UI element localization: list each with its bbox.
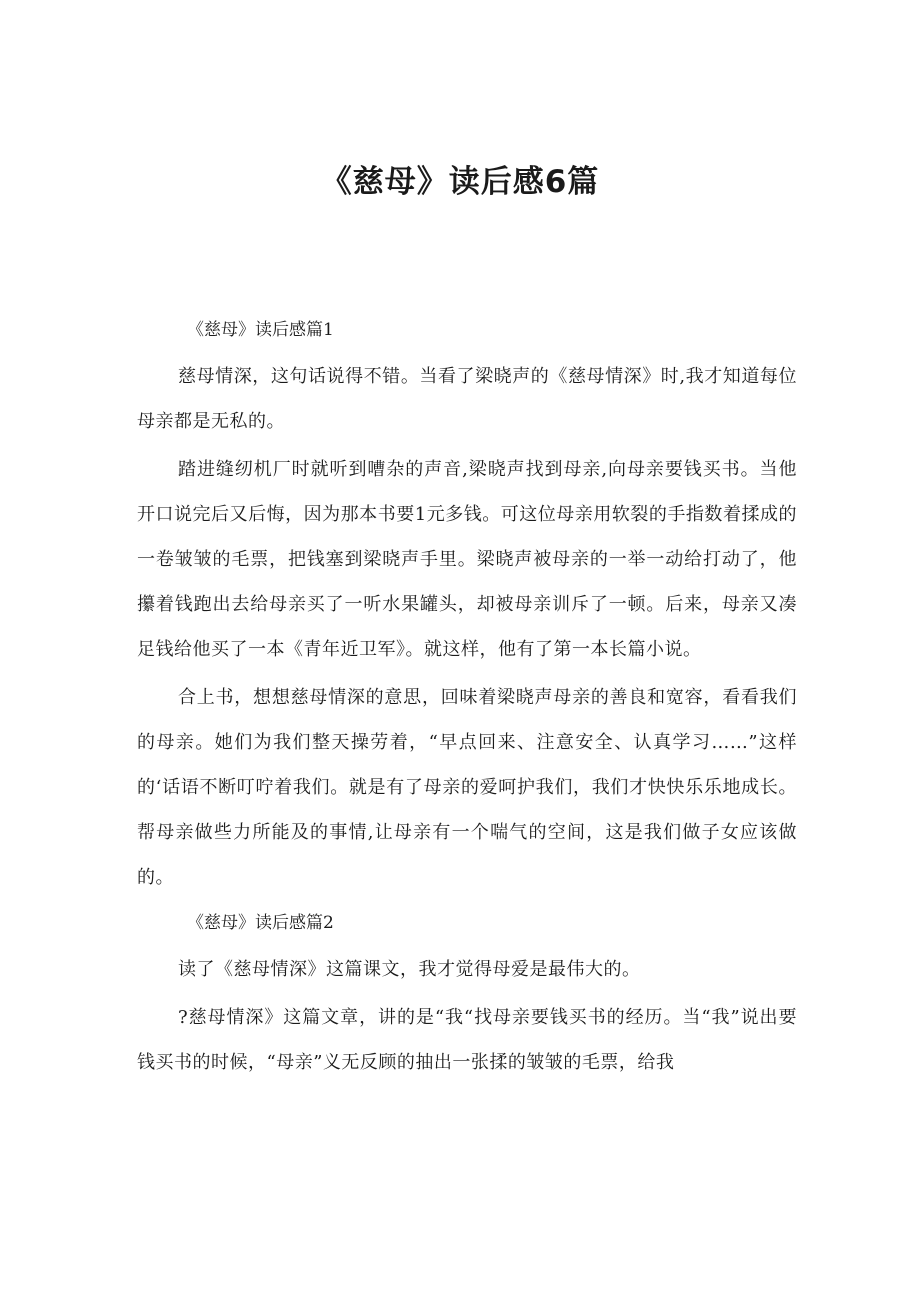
section-2-paragraph-2: ?慈母情深》这篇文章，讲的是“我“找母亲要钱买书的经历。当“我”说出要钱买书的时候，“母亲”义无反顾的抽出一张揉的皱皱的毛票，给我 [137,1007,797,1073]
section-heading-2: 《慈母》读后感篇2 [187,913,334,933]
section-1-paragraph-3: 合上书，想想慈母情深的意思，回味着梁晓声母亲的善良和宽容，看看我们的母亲。她们为我们整天操劳着，“早点回来、注意安全、认真学习……”这样的‘话语不断叮咛着我们。就是有了母亲的爱呵护我们，我们才快快乐乐地成长。帮母亲做些力所能及的事情,让母亲有一个喘气的空间，这是我们做子女应该做的。 [137,687,797,888]
section-2-paragraph-1: 读了《慈母情深》这篇课文，我才觉得母爱是最伟大的。 [178,959,641,980]
document-body [137,310,797,1085]
section-1-paragraph-1: 慈母情深，这句话说得不错。当看了梁晓声的《慈母情深》时,我才知道每位母亲都是无私的。 [137,366,797,432]
section-1-paragraph-2: 踏进缝纫机厂时就听到嘈杂的声音,梁晓声找到母亲,向母亲要钱买书。当他开口说完后又后悔，因为那本书要1元多钱。可这位母亲用软裂的手指数着揉成的一卷皱皱的毛票，把钱塞到梁晓声手里。梁晓声被母亲的一举一动给打动了，他攥着钱跑出去给母亲买了一听水果罐头，却被母亲训斥了一顿。后来，母亲又凑足钱给他买了一本《青年近卫军》。就这样，他有了第一本长篇小说。 [137,459,797,660]
section-heading-1: 《慈母》读后感篇1 [187,320,334,340]
document-title: 《慈母》读后感6篇 [320,164,600,200]
